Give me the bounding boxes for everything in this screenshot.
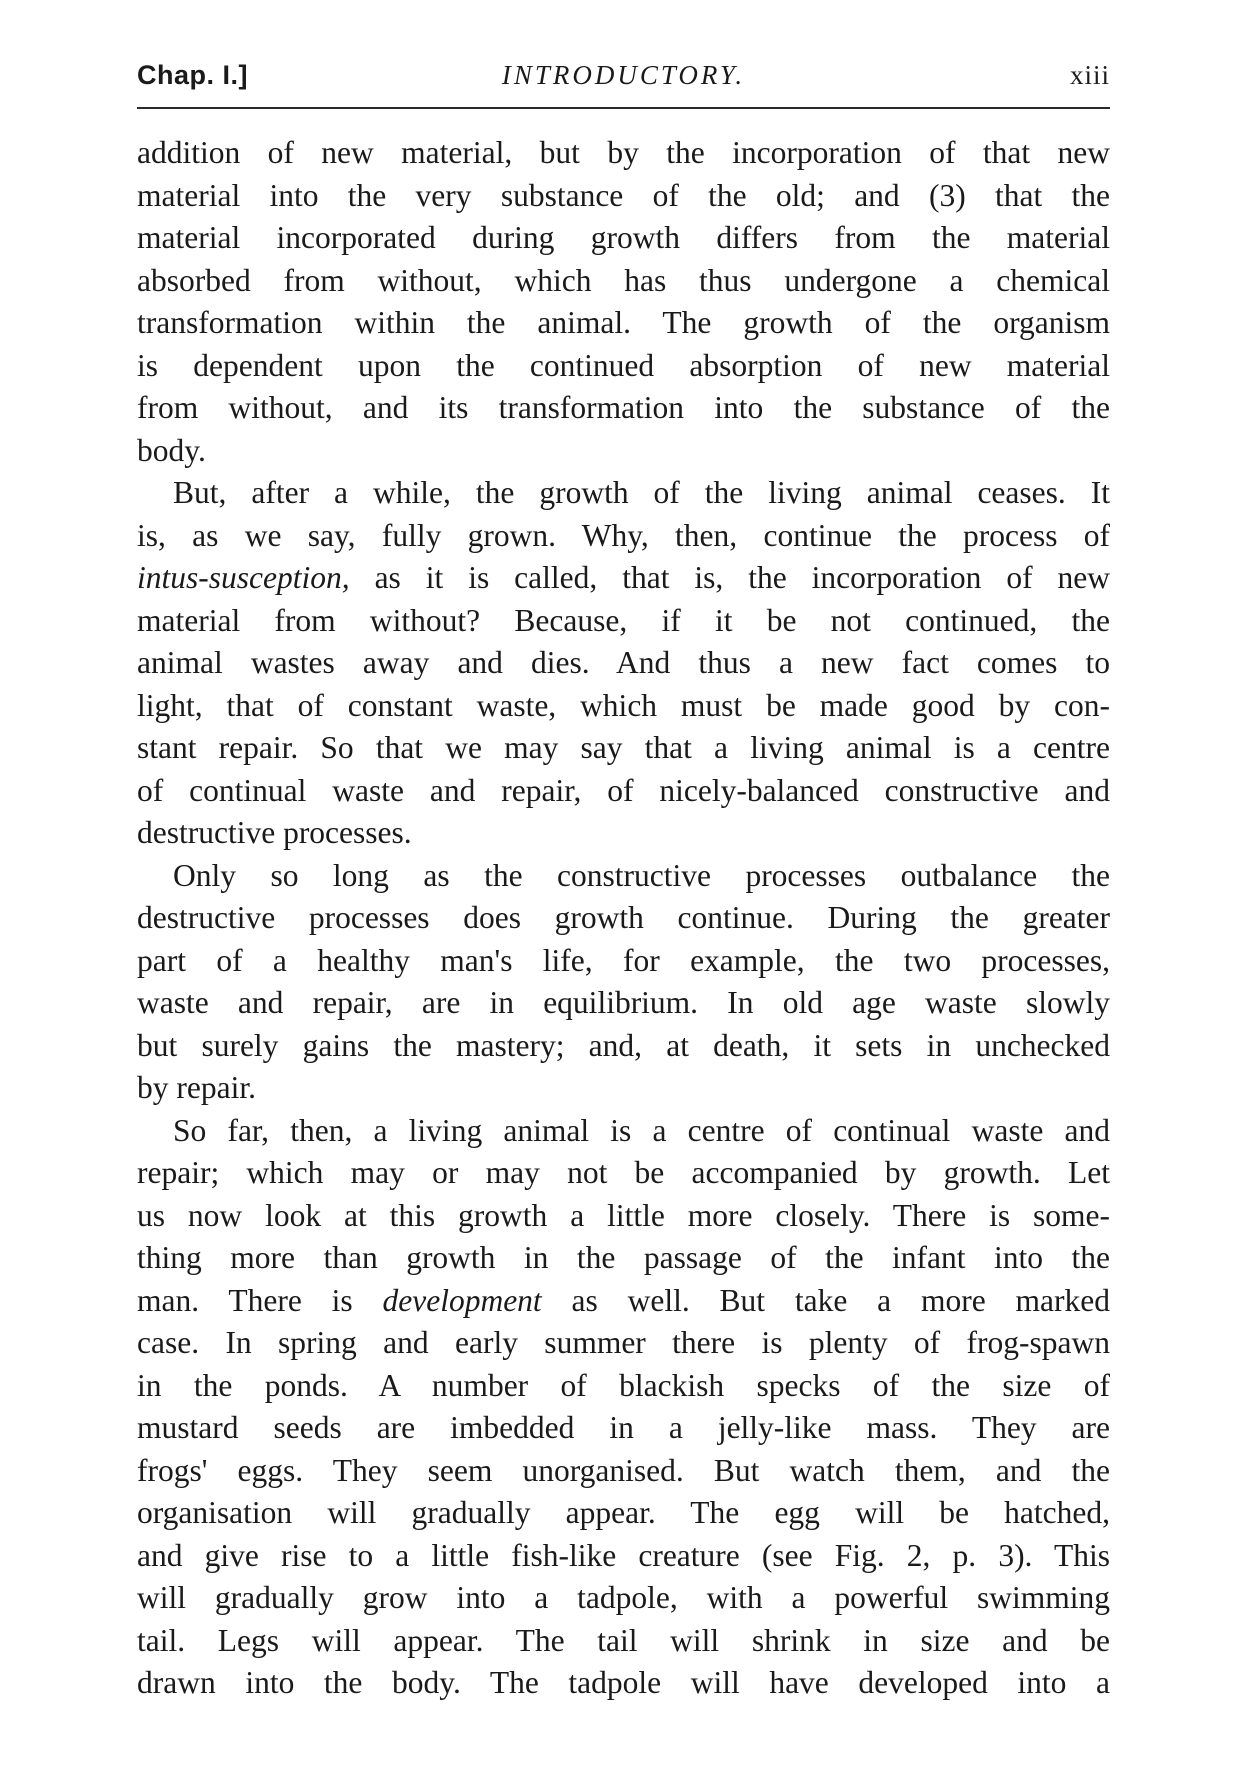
text-line: destructive processes does growth continue. During the greater [137, 900, 1110, 935]
text-line: absorbed from without, which has thus undergone a chemical [137, 262, 1110, 298]
paragraph-first-line: So far, then, a living animal is a centre of continual waste and [173, 1112, 1110, 1148]
text-line: by repair. [137, 1070, 256, 1105]
italic-term: intus-susception, [137, 560, 350, 595]
italic-term: development [382, 1282, 542, 1318]
text-line: in the ponds. A number of blackish specks of the size of [137, 1367, 1110, 1403]
text-line: material into the very substance of the old; and (3) that the [137, 177, 1110, 213]
text-line: and give rise to a little fish-like creature (see Fig. 2, p. 3). This [137, 1537, 1110, 1573]
text-line: but surely gains the mastery; and, at death, it sets in unchecked [137, 1027, 1110, 1063]
text-line: waste and repair, are in equilibrium. In old age waste slowly [137, 985, 1110, 1020]
text-line [137, 557, 1110, 600]
text-line: organisation will gradually appear. The egg will be hatched, [137, 1495, 1110, 1530]
text-line: tail. Legs will appear. The tail will shrink in size and be [137, 1622, 1110, 1658]
page-number: xiii [1069, 60, 1110, 90]
text-line: material from without? Because, if it be not continued, the [137, 602, 1110, 638]
text-line: body. [137, 432, 206, 468]
paragraph-first-line: Only so long as the constructive processes outbalance the [173, 857, 1110, 893]
text-line: is dependent upon the continued absorption of new material [137, 347, 1110, 383]
text-line: mustard seeds are imbedded in a jelly-like mass. They are [137, 1410, 1110, 1445]
text-line: animal wastes away and dies. And thus a new fact comes to [137, 645, 1110, 680]
text-line: will gradually grow into a tadpole, with a powerful swimming [137, 1580, 1110, 1615]
text-line: is, as we say, fully grown. Why, then, continue the process of [137, 517, 1110, 553]
text-line: addition of new material, but by the incorporation of that new [137, 135, 1110, 170]
text-line: destructive processes. [137, 815, 412, 850]
text-line: frogs' eggs. They seem unorganised. But watch them, and the [137, 1452, 1110, 1488]
text-line [137, 1280, 1110, 1323]
text-line: light, that of constant waste, which must be made good by con- [137, 687, 1110, 723]
text-line: stant repair. So that we may say that a living animal is a centre [137, 730, 1110, 765]
text-line: thing more than growth in the passage of the infant into the [137, 1240, 1110, 1275]
text-line: repair; which may or may not be accompanied by growth. Let [137, 1155, 1110, 1190]
text-line: material incorporated during growth differs from the material [137, 220, 1110, 255]
text-line: from without, and its transformation into the substance of the [137, 390, 1110, 425]
paragraph-first-line: But, after a while, the growth of the living animal ceases. It [173, 475, 1110, 510]
text-line: us now look at this growth a little more closely. There is some- [137, 1197, 1110, 1233]
text-line: case. In spring and early summer there is plenty of frog-spawn [137, 1325, 1110, 1360]
body-text [137, 132, 1110, 1705]
text-line: drawn into the body. The tadpole will have developed into a [137, 1665, 1110, 1700]
text-line: of continual waste and repair, of nicely-balanced constructive and [137, 772, 1110, 808]
text-line: part of a healthy man's life, for example, the two processes, [137, 942, 1110, 978]
text-line: transformation within the animal. The growth of the organism [137, 305, 1110, 340]
text-run: as it is called, that is, the incorporation of new [349, 560, 1110, 595]
running-header [137, 52, 1110, 102]
running-title: INTRODUCTORY. [501, 60, 746, 90]
chapter-label: Chap. I.] [137, 60, 248, 90]
text-run: as well. But take a more marked [541, 1282, 1110, 1318]
header-rule [137, 107, 1110, 109]
text-run: man. There is [137, 1282, 383, 1318]
